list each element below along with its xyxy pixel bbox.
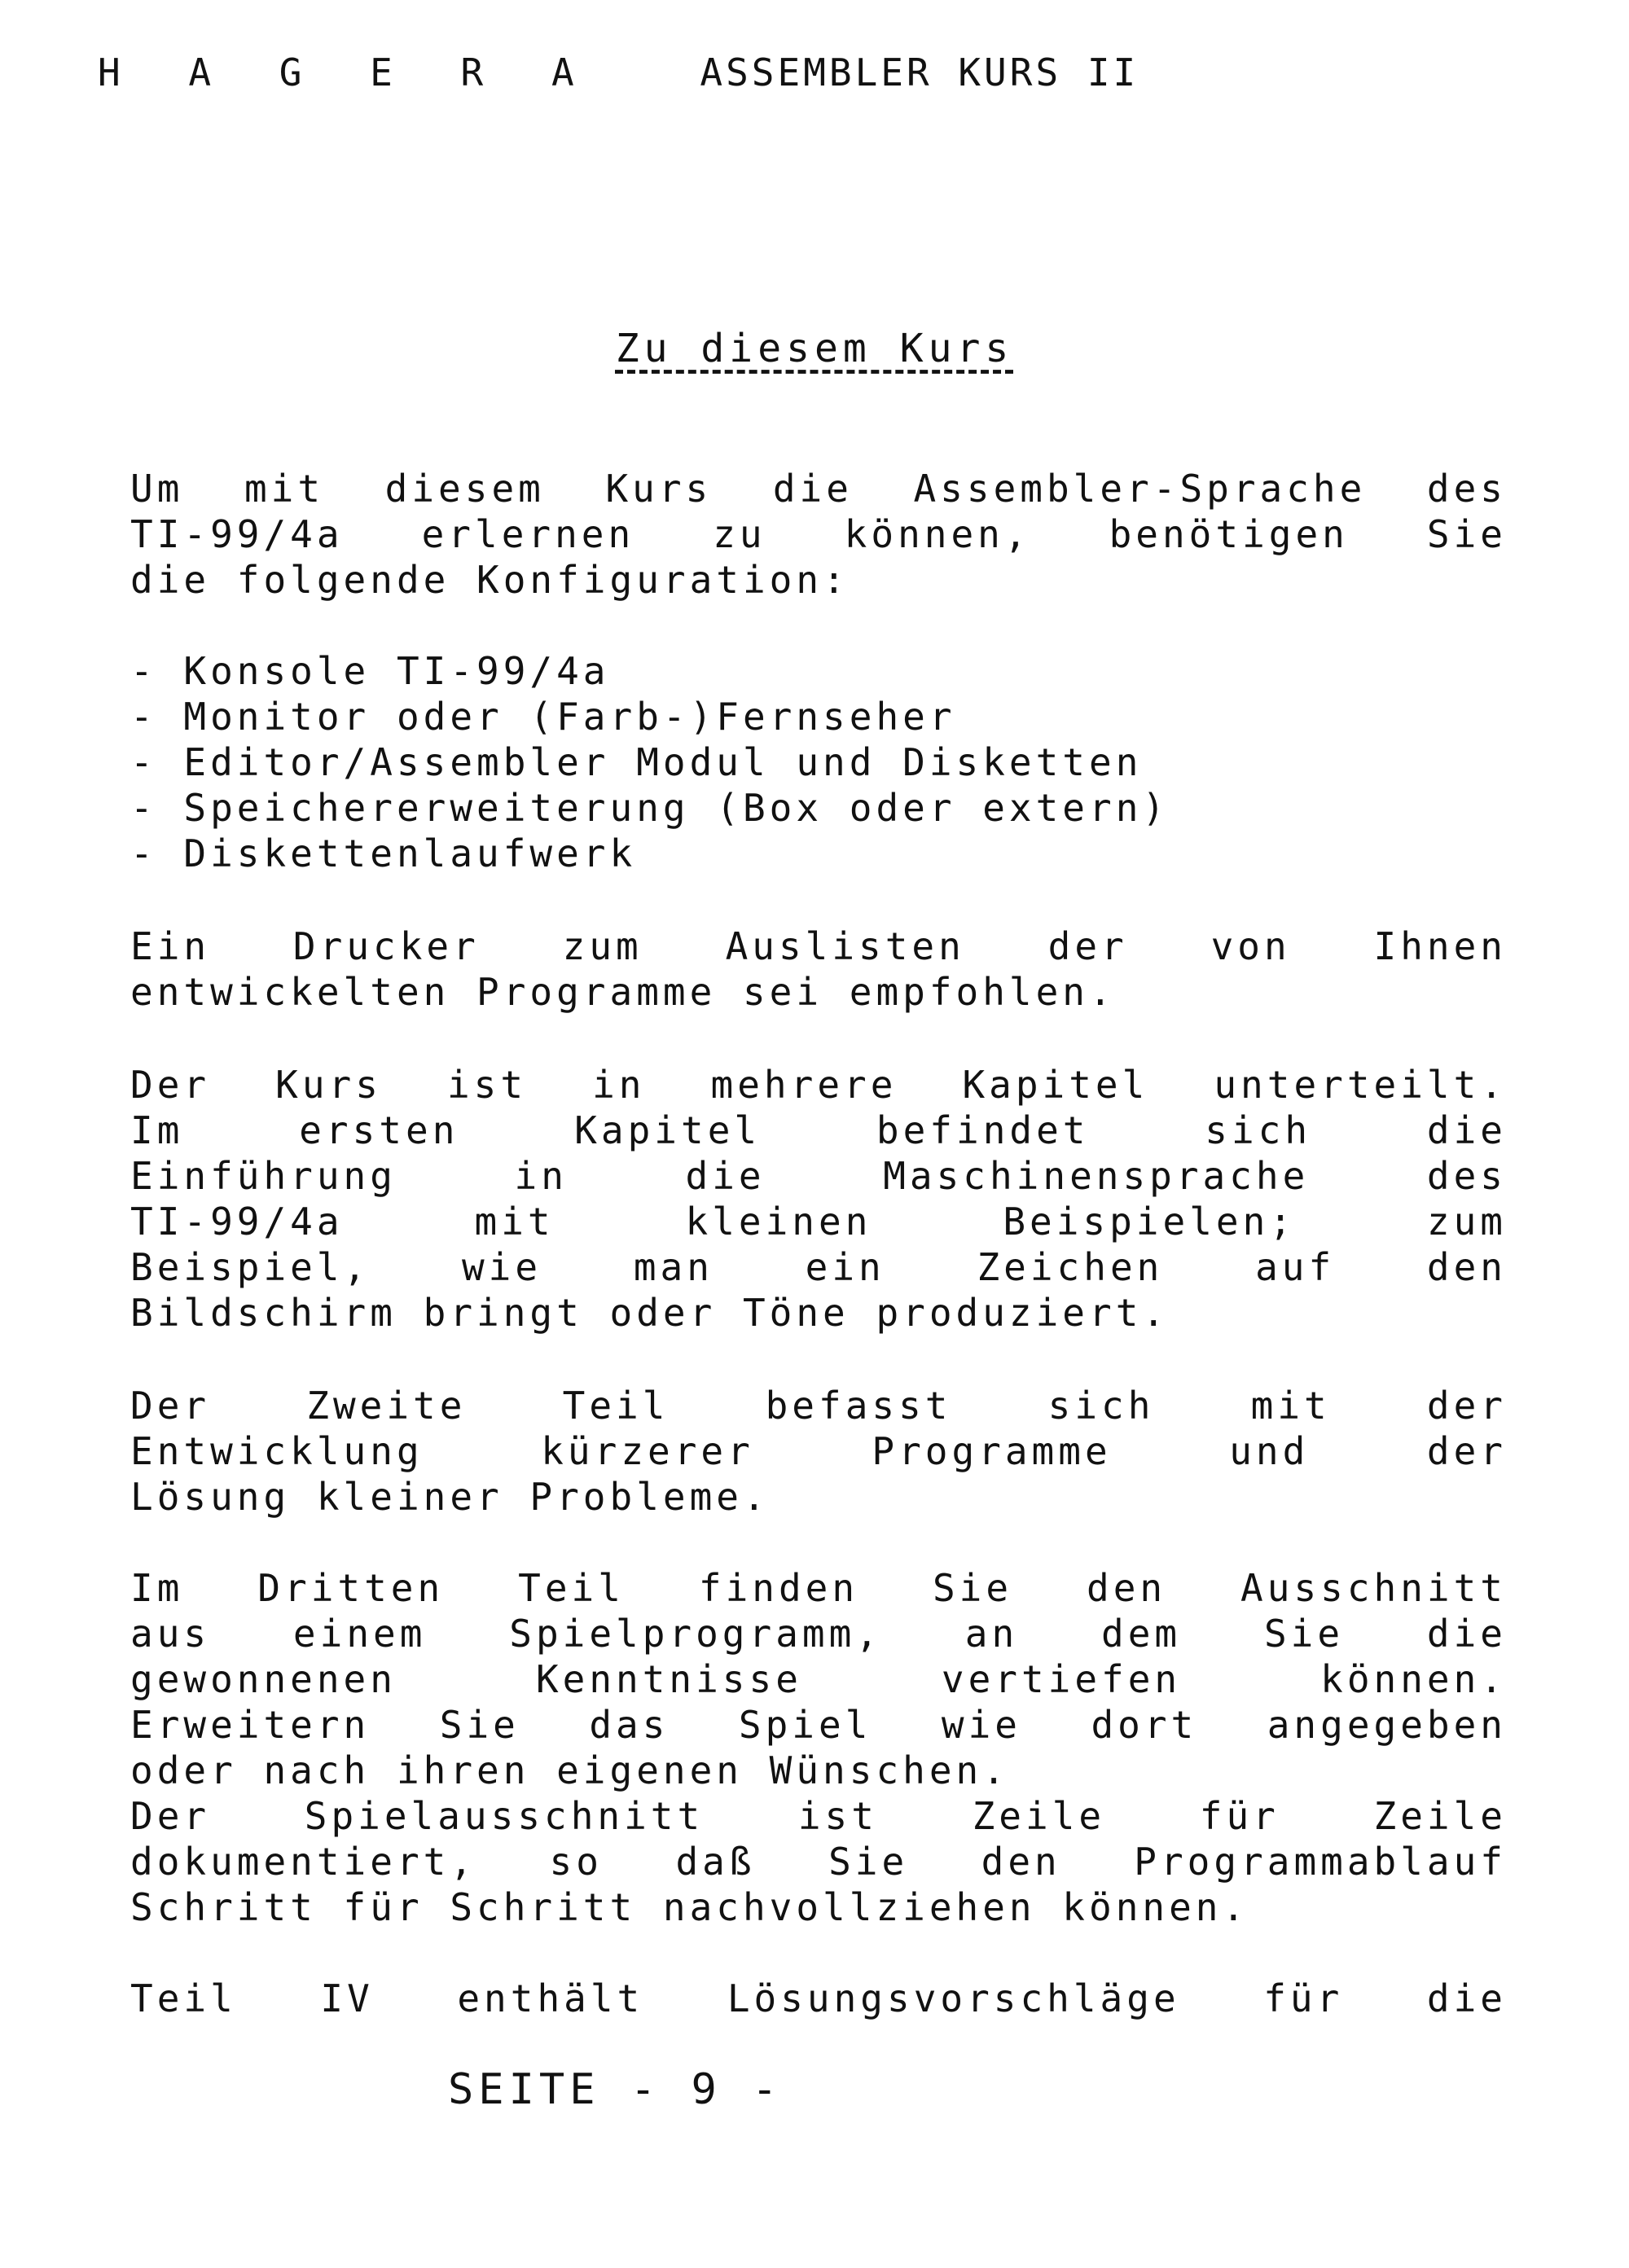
part1-line: Beispiel, wie man ein Zeichen auf den xyxy=(130,1245,1507,1289)
requirement-item: - Speichererweiterung (Box oder extern) xyxy=(130,786,1170,830)
section-title: Zu diesem Kurs xyxy=(615,326,1014,371)
page-number: SEITE - 9 - xyxy=(448,2065,783,2114)
part2-line: Lösung kleiner Probleme. xyxy=(130,1475,770,1519)
part3-line: oder nach ihren eigenen Wünschen. xyxy=(130,1748,1009,1792)
header-brand: H A G E R A xyxy=(98,50,597,94)
printer-note-line: entwickelten Programme sei empfohlen. xyxy=(130,970,1116,1014)
part3-line: gewonnenen Kenntnisse vertiefen können. xyxy=(130,1657,1507,1701)
part4-line: Teil IV enthält Lösungsvorschläge für die xyxy=(130,1976,1507,2020)
part2-line: Entwicklung kürzerer Programme und der xyxy=(130,1429,1507,1473)
part1-line: Einführung in die Maschinensprache des xyxy=(130,1154,1507,1198)
requirement-item: - Monitor oder (Farb-)Fernseher xyxy=(130,695,956,739)
requirement-item: - Editor/Assembler Modul und Disketten xyxy=(130,740,1143,784)
printer-note-line: Ein Drucker zum Auslisten der von Ihnen xyxy=(130,924,1507,968)
part1-line: TI-99/4a mit kleinen Beispielen; zum xyxy=(130,1200,1507,1244)
part3-line: Im Dritten Teil finden Sie den Ausschnitt xyxy=(130,1566,1507,1610)
part3-line: dokumentiert, so daß Sie den Programmablauf xyxy=(130,1840,1507,1884)
intro-line: Um mit diesem Kurs die Assembler-Sprache des xyxy=(130,467,1507,511)
page-header xyxy=(98,50,1139,94)
part1-line: Bildschirm bringt oder Töne produziert. xyxy=(130,1291,1170,1335)
part3-line: aus einem Spielprogramm, an dem Sie die xyxy=(130,1612,1507,1656)
requirement-item: - Diskettenlaufwerk xyxy=(130,831,637,875)
part3-line: Der Spielausschnitt ist Zeile für Zeile xyxy=(130,1794,1507,1838)
header-course: ASSEMBLER KURS II xyxy=(700,50,1139,94)
intro-line: die folgende Konfiguration: xyxy=(130,558,850,602)
part3-line: Schritt für Schritt nachvollziehen können. xyxy=(130,1885,1249,1929)
part3-line: Erweitern Sie das Spiel wie dort angegeben xyxy=(130,1703,1507,1747)
part2-line: Der Zweite Teil befasst sich mit der xyxy=(130,1384,1507,1428)
requirement-item: - Konsole TI-99/4a xyxy=(130,649,610,693)
part1-line: Im ersten Kapitel befindet sich die xyxy=(130,1108,1507,1152)
intro-line: TI-99/4a erlernen zu können, benötigen Sie xyxy=(130,512,1507,556)
part1-line: Der Kurs ist in mehrere Kapitel unterteilt. xyxy=(130,1063,1507,1107)
